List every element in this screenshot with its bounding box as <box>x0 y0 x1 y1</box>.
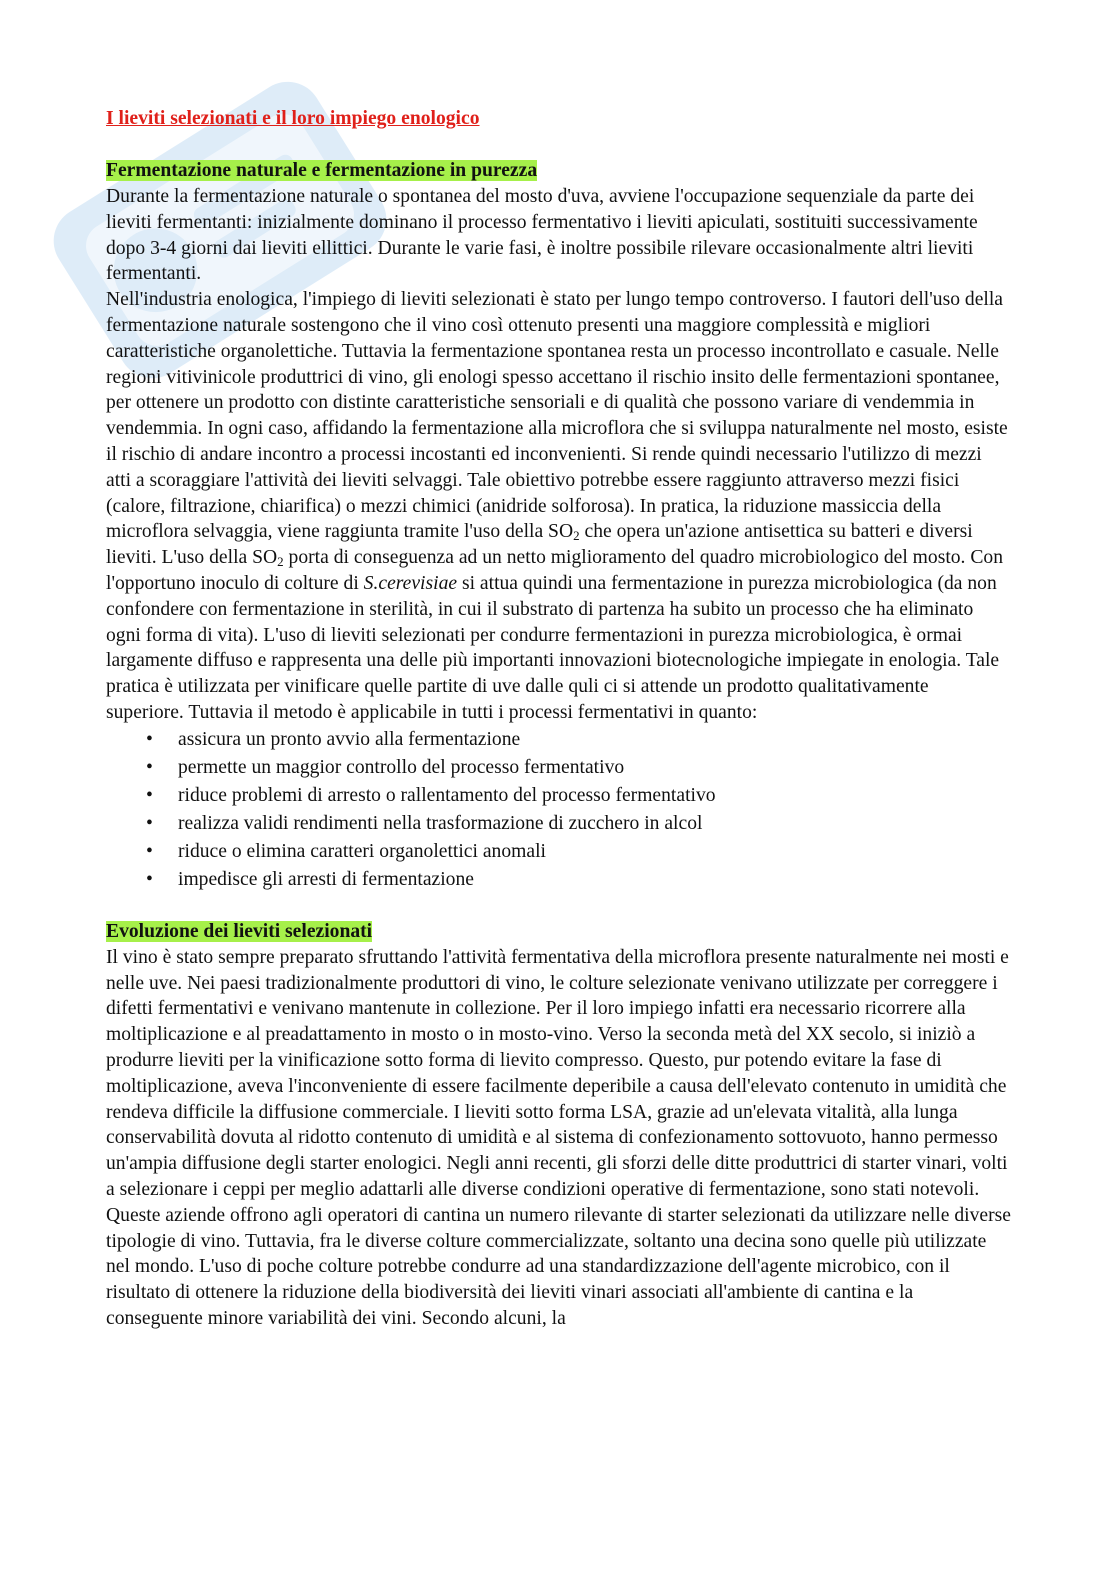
list-item <box>106 866 1011 894</box>
document-title: I lieviti selezionati e il loro impiego enologico <box>106 108 480 129</box>
bullet-icon: • <box>146 840 153 862</box>
list-item-text: realizza validi rendimenti nella trasformazione di zucchero in alcol <box>178 812 703 834</box>
subscript: 2 <box>573 528 580 544</box>
list-item <box>106 810 1011 838</box>
list-item <box>106 754 1011 782</box>
paragraph-evoluzione: Il vino è stato sempre preparato sfruttando l'attività fermentativa della microflora presente naturalmente nei mosti e nelle uve. Nei paesi tradizionalmente produttori di vino, le colture selezionate venivano utilizzate per correggere i difetti fermentativi e venivano mantenute in collezione. Per il loro impiego infatti era necessario ricorrere alla moltiplicazione e al preadattamento in mosto o in mosto-vino. Verso la seconda metà del XX secolo, si iniziò a produrre lieviti per la vinificazione sotto forma di lievito compresso. Questo, pur potendo evitare la fase di moltiplicazione, aveva l'inconveniente di essere facilmente deperibile a causa dell'elevato contenuto in umidità che rendeva difficile la diffusione commerciale. I lieviti sotto forma LSA, grazie ad un'elevata vitalità, alla lunga conservabilità dovuta al ridotto contenuto di umidità e al sistema di confezionamento sottovuoto, hanno permesso un'ampia diffusione degli starter enologici. Negli anni recenti, gli sforzi delle ditte produttrici di starter vinari, volti a selezionare i ceppi per meglio adattarli alle diverse condizioni operative di fermentazione, sono stati notevoli. Queste aziende offrono agli operatori di cantina un numero rilevante di starter selezionati da utilizzare nelle diverse tipologie di vino. Tuttavia, fra le diverse colture commercializzate, soltanto una decina sono quelle più utilizzate nel mondo. L'uso di poche colture potrebbe condurre ad una standardizzazione dell'agente microbico, con il risultato di ottenere la riduzione della biodiversità dei lieviti vinari associati all'ambiente di cantina e la conseguente minore variabilità dei vini. Secondo alcuni, la <box>106 946 1011 1329</box>
bullet-icon: • <box>146 756 153 778</box>
section-heading-text: Fermentazione naturale e fermentazione in purezza <box>106 160 538 181</box>
advantages-list <box>106 726 1011 894</box>
list-item-text: riduce o elimina caratteri organolettici anomali <box>178 840 546 862</box>
bullet-icon: • <box>146 728 153 750</box>
paragraph-fermentazione-naturale: Durante la fermentazione naturale o spontanea del mosto d'uva, avviene l'occupazione sequenziale da parte dei lieviti fermentanti: inizialmente dominano il processo fermentativo i lieviti apiculati, sostituiti successivamente dopo 3-4 giorni dai lieviti ellittici. Durante le varie fasi, è inoltre possibile rilevare occasionalmente altri lieviti fermentanti. <box>106 186 978 285</box>
bullet-icon: • <box>146 868 153 890</box>
list-item <box>106 838 1011 866</box>
bullet-icon: • <box>146 812 153 834</box>
section-heading-text: Evoluzione dei lieviti selezionati <box>106 920 373 942</box>
species-name: S.cerevisiae <box>363 572 458 594</box>
document-page <box>106 105 1011 1332</box>
section-heading-fermentazione <box>106 157 1011 184</box>
list-item-text: permette un maggior controllo del processo fermentativo <box>178 756 625 778</box>
paragraph-text: Nell'industria enologica, l'impiego di lieviti selezionati è stato per lungo tempo controverso. I fautori dell'uso della fermentazione naturale sostengono che il vino così ottenuto presenti una maggiore complessità e migliori caratteristiche organolettiche. Tuttavia la fermentazione spontanea resta un processo incontrollato e casuale. Nelle regioni vitivinicole produttrici di vino, gli enologi spesso accettano il rischio insito delle fermentazioni spontanee, per ottenere un prodotto con distinte caratteristiche sensoriali e di qualità che possono variare di vendemmia in vendemmia. In ogni caso, affidando la fermentazione alla microflora che si sviluppa naturalmente nel mosto, esiste il rischio di andare incontro a processi incostanti ed inconvenienti. Si rende quindi necessario l'utilizzo di mezzi atti a scoraggiare l'attività dei lieviti selvaggi. Tale obiettivo potrebbe essere raggiunto attraverso mezzi fisici (calore, filtrazione, chiarifica) o mezzi chimici (anidride solforosa). In pratica, la riduzione massiccia della microflora selvaggia, viene raggiunta tramite l'uso della SO <box>106 289 1008 543</box>
paragraph-text: porta di conseguenza ad un netto miglioramento del quadro microbiologico del mosto. Con l'opportuno inoculo di colture di <box>106 547 1004 594</box>
list-item-text: riduce problemi di arresto o rallentamento del processo fermentativo <box>178 784 716 806</box>
list-item <box>106 782 1011 810</box>
bullet-icon: • <box>146 784 153 806</box>
list-item-text: impedisce gli arresti di fermentazione <box>178 868 474 890</box>
paragraph-text: che opera un'azione antisettica su batteri e diversi lieviti. L'uso della SO <box>106 521 973 569</box>
list-item <box>106 726 1011 754</box>
section-heading-evoluzione <box>106 918 1011 945</box>
subscript: 2 <box>277 554 284 570</box>
paragraph-text: si attua quindi una fermentazione in purezza microbiologica (da non confondere con fermentazione in sterilità, in cui il substrato di partenza ha subito un processo che ha eliminato ogni forma di vita). L'uso di lieviti selezionati per condurre fermentazioni in purezza microbiologica, è ormai largamente diffuso e rappresenta una delle più importanti innovazioni biotecnologiche impiegate in enologia. Tale pratica è utilizzata per vinificare quelle partite di uve dalle quli ci si attende un prodotto qualitativamente superiore. Tuttavia il metodo è applicabile in tutti i processi fermentativi in quanto: <box>106 572 1000 723</box>
paragraph-industria-enologica <box>106 287 1011 726</box>
list-item-text: assicura un pronto avvio alla fermentazione <box>178 728 521 750</box>
